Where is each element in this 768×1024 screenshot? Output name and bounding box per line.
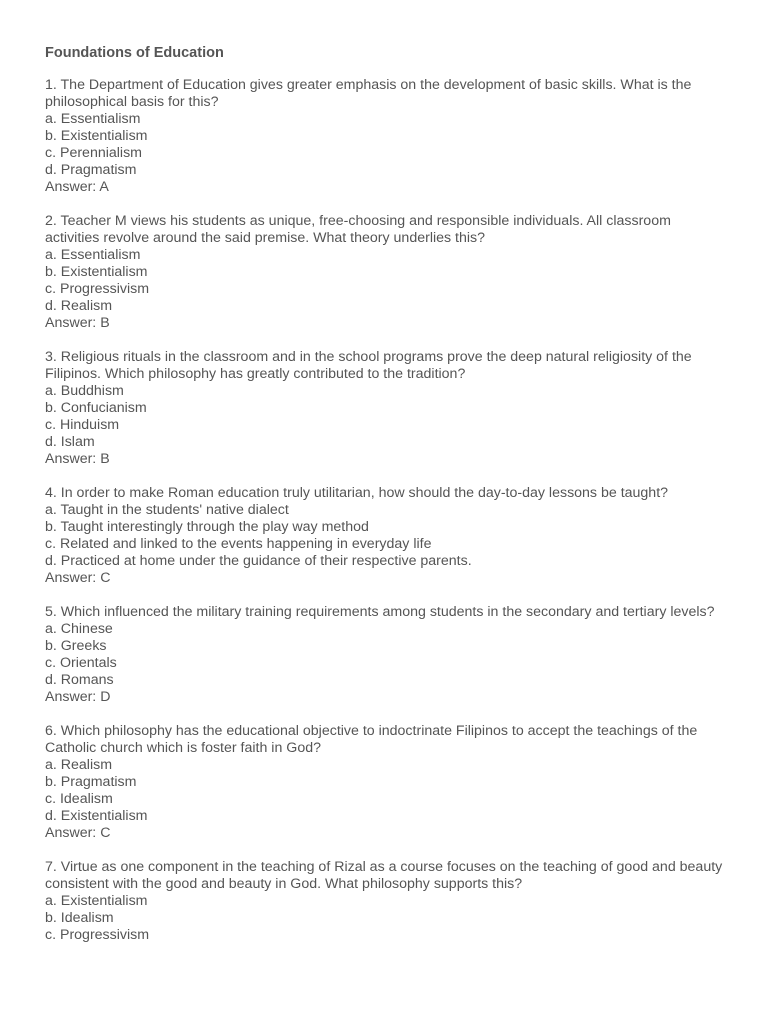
answer-option: c. Perennialism <box>45 145 142 161</box>
answer-key: Answer: B <box>45 451 110 467</box>
question-text: 2. Teacher M views his students as unique, free-choosing and responsible individuals. All classroom activities revolve around the said premise. What theory underlies this? <box>45 213 671 246</box>
answer-key: Answer: A <box>45 179 109 195</box>
answer-option: b. Existentialism <box>45 128 148 144</box>
answer-option: c. Related and linked to the events happening in everyday life <box>45 536 432 552</box>
answer-option: d. Practiced at home under the guidance of their respective parents. <box>45 553 472 569</box>
question-text: 1. The Department of Education gives greater emphasis on the development of basic skills. What is the philosophical basis for this? <box>45 77 692 110</box>
question-block <box>45 213 725 332</box>
answer-key: Answer: C <box>45 825 111 841</box>
answer-option: b. Greeks <box>45 638 107 654</box>
question-text: 5. Which influenced the military training requirements among students in the secondary and tertiary levels? <box>45 604 715 620</box>
answer-option: c. Orientals <box>45 655 117 671</box>
answer-option: a. Buddhism <box>45 383 124 399</box>
question-block <box>45 485 725 587</box>
question-text: 6. Which philosophy has the educational objective to indoctrinate Filipinos to accept the teachings of the Catholic church which is foster faith in God? <box>45 723 698 756</box>
document-title: Foundations of Education <box>45 45 224 61</box>
answer-option: b. Pragmatism <box>45 774 137 790</box>
answer-option: c. Progressivism <box>45 927 150 943</box>
answer-key: Answer: D <box>45 689 111 705</box>
answer-option: b. Taught interestingly through the play way method <box>45 519 369 535</box>
answer-option: c. Hinduism <box>45 417 120 433</box>
answer-option: b. Existentialism <box>45 264 148 280</box>
answer-option: b. Confucianism <box>45 400 147 416</box>
answer-option: a. Existentialism <box>45 893 148 909</box>
answer-option: d. Islam <box>45 434 95 450</box>
answer-option: d. Romans <box>45 672 114 688</box>
answer-option: c. Idealism <box>45 791 113 807</box>
answer-option: a. Chinese <box>45 621 113 637</box>
question-block <box>45 604 725 706</box>
question-block <box>45 349 725 468</box>
answer-option: c. Progressivism <box>45 281 150 297</box>
answer-option: d. Pragmatism <box>45 162 137 178</box>
document-page <box>45 45 725 961</box>
question-text: 7. Virtue as one component in the teaching of Rizal as a course focuses on the teaching of good and beauty consistent with the good and beauty in God. What philosophy supports this? <box>45 859 723 892</box>
answer-key: Answer: C <box>45 570 111 586</box>
question-block <box>45 77 725 196</box>
answer-option: d. Existentialism <box>45 808 148 824</box>
answer-option: d. Realism <box>45 298 113 314</box>
answer-option: a. Essentialism <box>45 111 141 127</box>
question-text: 3. Religious rituals in the classroom and in the school programs prove the deep natural religiosity of the Filipinos. Which philosophy has greatly contributed to the tradition? <box>45 349 692 382</box>
question-block <box>45 723 725 842</box>
answer-option: a. Taught in the students' native dialect <box>45 502 289 518</box>
answer-option: a. Essentialism <box>45 247 141 263</box>
answer-key: Answer: B <box>45 315 110 331</box>
answer-option: b. Idealism <box>45 910 114 926</box>
answer-option: a. Realism <box>45 757 113 773</box>
question-text: 4. In order to make Roman education truly utilitarian, how should the day-to-day lessons be taught? <box>45 485 669 501</box>
question-block <box>45 859 725 944</box>
